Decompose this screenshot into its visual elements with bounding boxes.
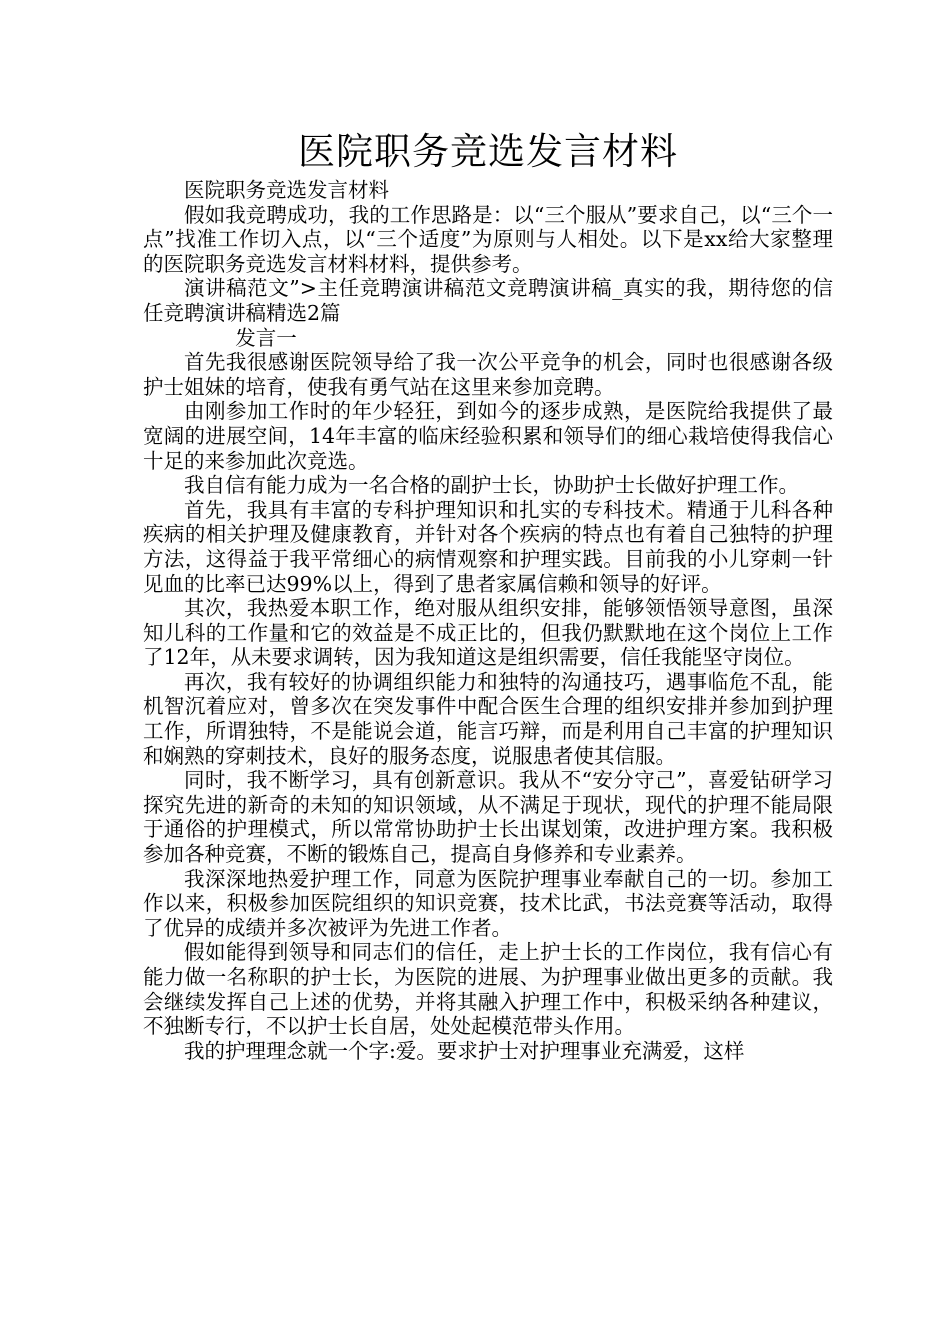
paragraph: 首先，我具有丰富的专科护理知识和扎实的专科技术。精通于儿科各种疾病的相关护理及健康教育，并针对各个疾病的特点也有着自己独特的护理方法，这得益于我平常细心的病情观察和护理实践。目前我的小儿穿刺一针见血的比率已达99%以上，得到了患者家属信赖和领导的好评。	[143, 497, 833, 596]
paragraph-intro: 假如我竞聘成功，我的工作思路是：以“三个服从”要求自己，以“三个一点”找准工作切入点，以“三个适度”为原则与人相处。以下是xx给大家整理的医院职务竞选发言材料材料，提供参考。	[143, 202, 833, 276]
paragraph: 我自信有能力成为一名合格的副护士长，协助护士长做好护理工作。	[184, 473, 799, 498]
document-title: 医院职务竞选发言材料	[298, 130, 678, 173]
paragraph: 我深深地热爱护理工作，同意为医院护理事业奉献自己的一切。参加工作以来，积极参加医院组织的知识竞赛，技术比武，书法竞赛等活动，取得了优异的成绩并多次被评为先进工作者。	[143, 866, 833, 940]
paragraph-related-link: 演讲稿范文”>主任竞聘演讲稿范文竞聘演讲稿_真实的我，期待您的信任竞聘演讲稿精选2篇	[143, 276, 833, 325]
paragraph: 同时，我不断学习，具有创新意识。我从不“安分守己”，喜爱钻研学习探究先进的新奇的未知的知识领域，从不满足于现状，现代的护理不能局限于通俗的护理模式，所以常常协助护士长出谋划策，改进护理方案。我积极参加各种竞赛，不断的锻炼自己，提高自身修养和专业素养。	[143, 768, 833, 867]
paragraph: 首先我很感谢医院领导给了我一次公平竞争的机会，同时也很感谢各级护士姐妹的培育，使我有勇气站在这里来参加竞聘。	[143, 350, 833, 399]
section-heading-speech-one: 发言一	[235, 325, 297, 350]
paragraph: 我的护理理念就一个字:爱。要求护士对护理事业充满爱，这样	[184, 1038, 745, 1063]
paragraph: 其次，我热爱本职工作，绝对服从组织安排，能够领悟领导意图，虽深知儿科的工作量和它的效益是不成正比的，但我仍默默地在这个岗位上工作了12年，从未要求调转，因为我知道这是组织需要，信任我能坚守岗位。	[143, 596, 833, 670]
document-page	[143, 128, 833, 1063]
paragraph: 假如能得到领导和同志们的信任，走上护士长的工作岗位，我有信心有能力做一名称职的护士长，为医院的进展、为护理事业做出更多的贡献。我会继续发挥自己上述的优势，并将其融入护理工作中，积极采纳各种建议，不独断专行，不以护士长自居，处处起模范带头作用。	[143, 940, 833, 1039]
paragraph: 由刚参加工作时的年少轻狂，到如今的逐步成熟，是医院给我提供了最宽阔的进展空间，14年丰富的临床经验积累和领导们的细心栽培使得我信心十足的来参加此次竞选。	[143, 399, 833, 473]
paragraph: 再次，我有较好的协调组织能力和独特的沟通技巧，遇事临危不乱，能机智沉着应对，曾多次在突发事件中配合医生合理的组织安排并参加到护理工作，所谓独特，不是能说会道，能言巧辩，而是利用自己丰富的护理知识和娴熟的穿刺技术，良好的服务态度，说服患者使其信服。	[143, 669, 833, 768]
paragraph-subtitle: 医院职务竞选发言材料	[184, 178, 389, 202]
document-body	[143, 178, 833, 1063]
